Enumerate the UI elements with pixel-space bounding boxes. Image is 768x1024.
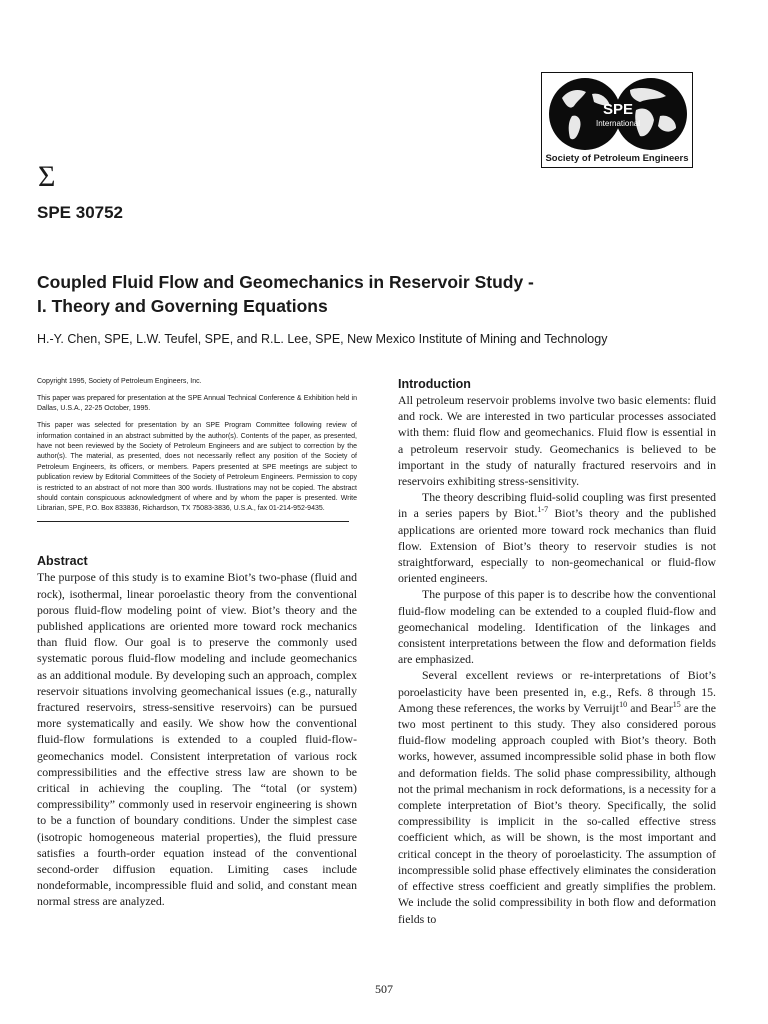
- citation-ref: 10: [619, 699, 628, 709]
- presentation-notice: This paper was prepared for presentation at the SPE Annual Technical Conference & Exhibition held in Dallas, U.S.A., 22-25 October, 1995.: [37, 394, 357, 413]
- paper-id: SPE 30752: [37, 203, 124, 222]
- sigma-symbol: Σ: [38, 160, 56, 193]
- title-line-1: Coupled Fluid Flow and Geomechanics in Reservoir Study -: [37, 272, 534, 292]
- review-notice: This paper was selected for presentation by an SPE Program Committee following review of information contained in an abstract submitted by the author(s). Contents of the paper, as presented, have not been reviewed by the Society of Petroleum Engineers and are subject to correction by the author(s). The material, as presented, does not necessarily reflect any position of the Society of Petroleum Engineers, its officers, or members. Papers presented at SPE meetings are subject to publication review by Editorial Committees of the Society of Petroleum Engineers. Permission to copy is restricted to an abstract of not more than 300 words. Illustrations may not be copied. The abstract should contain conspicuous acknowledgment of where and by whom the paper is presented. Write Librarian, SPE, P.O. Box 833836, Richardson, TX 75083-3836, U.S.A., fax 01-214-952-9435.: [37, 422, 357, 513]
- globe-icon: [548, 76, 688, 154]
- paper-title: [37, 270, 597, 318]
- citation-ref: 15: [672, 699, 681, 709]
- spe-logo: [541, 72, 693, 168]
- intro-paragraph-2-text-cont: Biot’s theory and the published applications are oriented more toward rock mechanics than fluid flow. Extension of Biot’s theory to reservoir studies is not straightforward, especially to non-geomechanical or fluid-flow oriented engineers.: [398, 506, 716, 586]
- page-number: 507: [375, 982, 393, 996]
- logo-text-international: International: [595, 119, 641, 128]
- abstract-text: The purpose of this study is to examine Biot’s two-phase (fluid and rock), isothermal, linear poroelastic theory from the conventional porous fluid-flow modeling point of view. Biot’s theory and the published applications are oriented more toward rock mechanics than fluid flow. Our goal is to preserve the commonly used systematic porous fluid-flow modeling and include geomechanics as an additional module. By developing such an approach, complex reservoir situations involving geomechanical issues (e.g., naturally fractured reservoirs, stress-sensitive reservoirs) can be pursued more systematically and easily. We show how the conventional fluid-flow formulations is extended to a coupled fluid-flow-geomechanics model. Consistent interpretation of various rock compressibilities and the effective stress law are shown to be critical in achieving the coupling. The “total (or system) compressibility” commonly used in reservoir engineering is shown to be a function of boundary conditions. Under the simplest case (isotropic homogeneous material properties), the fluid pressure satisfies a fourth-order equation instead of the conventional second-order diffusion equation. Limiting cases include nondeformable, incompressible fluid and solid, and constant mean normal stress are analyzed.: [37, 570, 357, 909]
- intro-paragraph-3: The purpose of this paper is to describe how the conventional fluid-flow modeling can be extended to a coupled fluid-flow and geomechanical modeling. Identification of the linkages and consistent interpretations between the flow and deformation fields are emphasized.: [398, 587, 716, 667]
- title-line-2: I. Theory and Governing Equations: [37, 296, 328, 316]
- intro-paragraph-4-text-cont: and Bear: [627, 700, 673, 715]
- intro-paragraph-2: [398, 489, 716, 586]
- copyright-notice: Copyright 1995, Society of Petroleum Engineers, Inc.: [37, 378, 202, 385]
- intro-paragraph-4-text-end: are the two most pertinent to this study. They also considered porous fluid-flow modeling approach coupled with Biot’s theory. Both works, however, assumed incompressible solid phase in both flow and deformation fields. The solid phase compressibility, although not the primal mechanism in rock deformations, is a necessity for a complete interpretation of Biot’s theory. Specifically, the solid compressibility is implicit in the so-called effective stress coefficient which, as will be shown, is the most important and critical concept in the theory of poroelasticity. The assumption of incompressible solid phase effectively eliminates the consideration of effective stress coefficient and greatly simplifies the problem. We include the solid compressibility in both flow and deformation fields to: [398, 700, 716, 926]
- abstract-heading: Abstract: [37, 554, 88, 569]
- intro-paragraph-4: [398, 667, 716, 926]
- author-line: H.-Y. Chen, SPE, L.W. Teufel, SPE, and R.L. Lee, SPE, New Mexico Institute of Mining and Technology: [37, 332, 608, 346]
- logo-caption: Society of Petroleum Engineers: [545, 153, 689, 164]
- intro-paragraph-1: All petroleum reservoir problems involve two basic elements: fluid and rock. We are interested in two particular processes associated with them: fluid flow and geomechanics. Fluid flow is essential in a petroleum reservoir study. Geomechanics is believed to be important in the study of naturally fractured reservoirs and in reservoirs exhibiting stress-sensitivity.: [398, 393, 716, 489]
- logo-text-spe: SPE: [602, 101, 634, 118]
- citation-ref: 1-7: [537, 505, 549, 515]
- intro-paragraph-4-text: Several excellent reviews or re-interpretations of Biot’s poroelasticity have been presented in, e.g., Refs. 8 through 15. Among these references, the works by Verruijt: [398, 668, 716, 715]
- left-column: [37, 377, 357, 910]
- divider: [37, 521, 349, 522]
- introduction-heading: Introduction: [398, 377, 471, 391]
- right-column: [398, 377, 716, 927]
- intro-paragraph-2-text: The theory describing fluid-solid coupling was first presented in a series papers by Biot.: [398, 490, 716, 521]
